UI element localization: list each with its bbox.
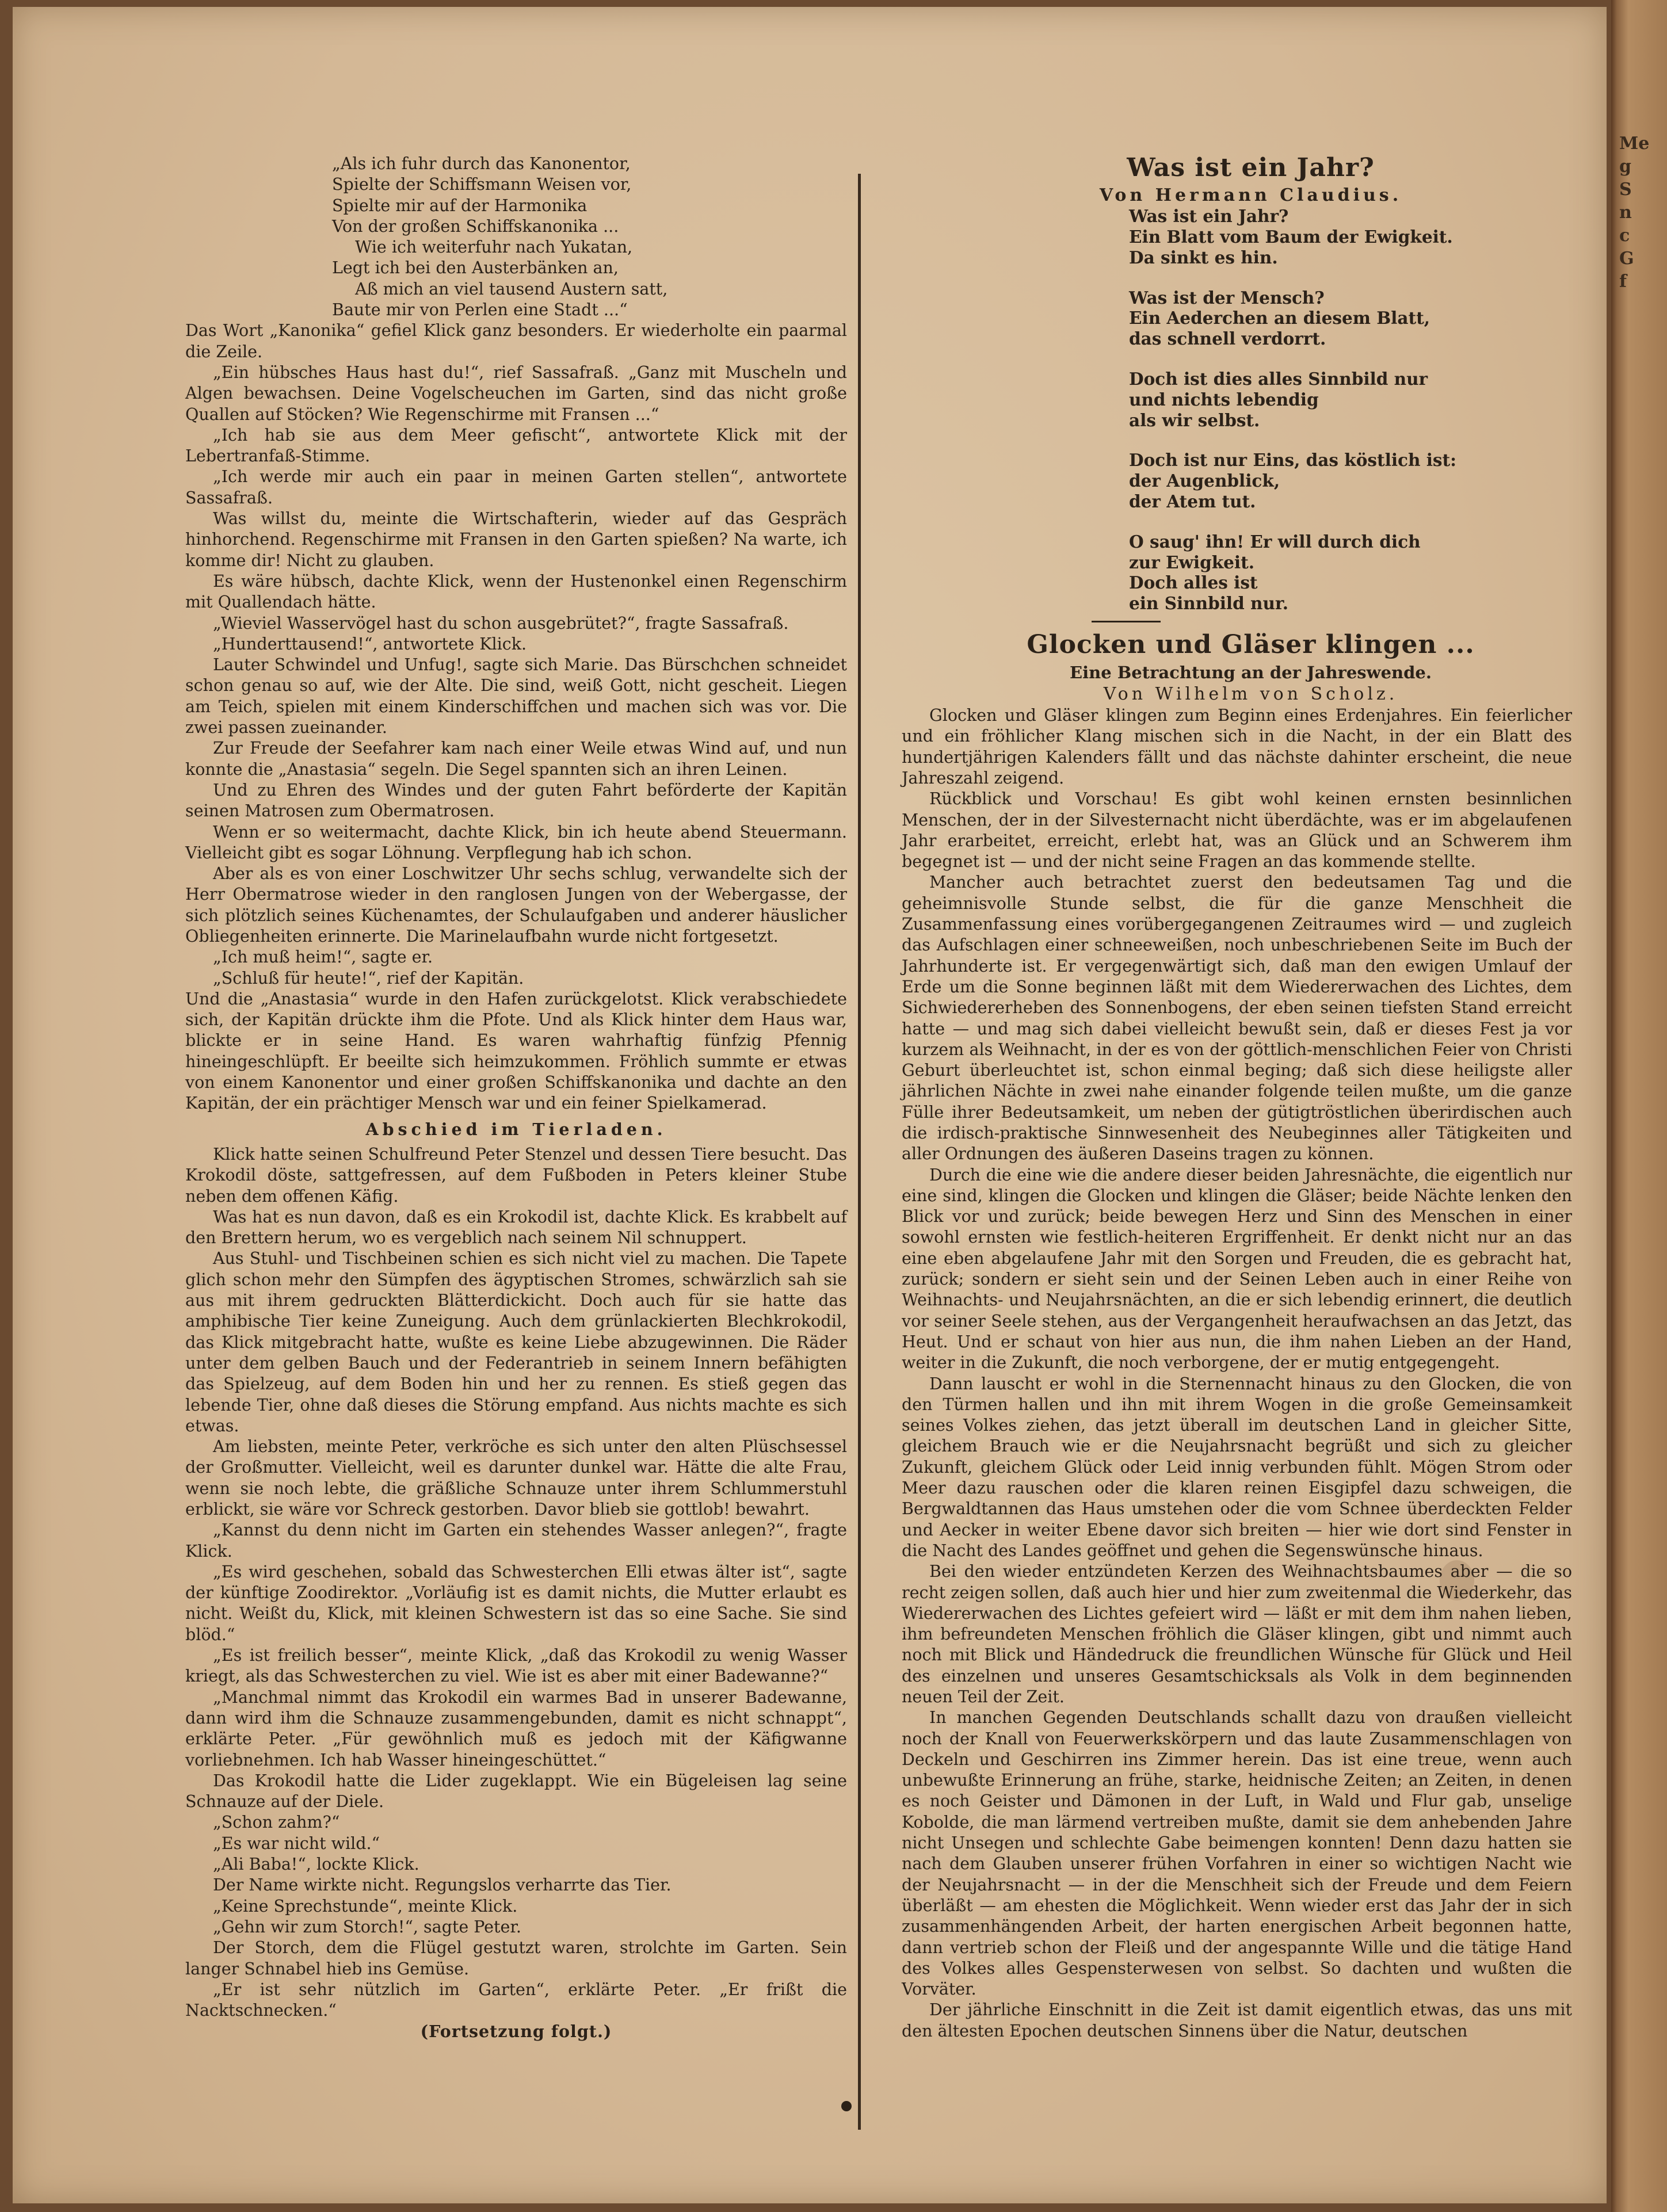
verse-line: Da sinkt es hin. (1129, 247, 1278, 268)
poem-line: „Als ich fuhr durch das Kanonentor, (332, 154, 631, 173)
verse-line: Was ist ein Jahr? (1129, 206, 1289, 227)
right-column (902, 151, 1572, 2042)
paragraph: Und die „Anastasia“ wurde in den Hafen zurückgelotst. Klick verabschiedete sich, der Kapitän drückte ihm die Pfote. Und als Klick hinter dem Haus war, blickte er in seine Hand. Es waren wahrhaftig fünfzig Pfennig hineingeschlüpft. Er beeilte sich heimzukommen. Fröhlich summte er etwas von einem Kanonentor und einer großen Schiffskanonika und dachte an den Kapitän, der ein prächtiger Mensch war und ein feiner Spielkamerad. (185, 989, 847, 1113)
paragraph: Lauter Schwindel und Unfug!, sagte sich Marie. Das Bürschchen schneidet schon genau so auf, wie der Alte. Die sind, weiß Gott, nicht gescheit. Liegen am Teich, spielen mit einem Kinderschiffchen und machen sich was vor. Die zwei passen zueinander. (185, 655, 847, 738)
edge-fragment: G (1619, 249, 1634, 269)
paragraph: Der jährliche Einschnitt in die Zeit ist damit eigentlich etwas, das uns mit den ältesten Epochen deutschen Sinnens über die Natur, deutschen (902, 2000, 1572, 2041)
newspaper-page (13, 7, 1607, 2203)
verse-line: als wir selbst. (1129, 410, 1260, 430)
verse-line: der Atem tut. (1129, 491, 1256, 512)
verse-line: Doch ist dies alles Sinnbild nur (1129, 369, 1428, 389)
paragraph: „Ein hübsches Haus hast du!“, rief Sassafraß. „Ganz mit Muscheln und Algen bewachsen. Deine Vogelscheuchen im Garten, sind das nicht große Quallen auf Stöcken? Wie Regenschirme mit Fransen ...“ (185, 362, 847, 424)
paragraph: „Gehn wir zum Storch!“, sagte Peter. (213, 1917, 521, 1936)
paragraph: Und zu Ehren des Windes und der guten Fahrt beförderte der Kapitän seinen Matrosen zum Obermatrosen. (185, 780, 847, 821)
continuation-note: (Fortsetzung folgt.) (420, 2022, 612, 2042)
paragraph: Was hat es nun davon, daß es ein Krokodil ist, dachte Klick. Es krabbelt auf den Brettern herum, wo es vergeblich nach seinem Nil schnuppert. (185, 1207, 847, 1248)
paragraph: Dann lauscht er wohl in die Sternennacht hinaus zu den Glocken, die von den Türmen hallen und ihn mit ihrem Wogen in die große Gemeinsamkeit seines Volkes ziehen, das jetzt überall im deutschen Land in gleicher Sitte, gleichem Brauch wie er die Neujahrsnacht begrüßt und sich zu gleicher Zukunft, gleichem Glück oder Leid innig verbunden fühlt. Mögen Strom oder Meer dazu rauschen oder die klaren reinen Eisgipfel dazu schweigen, die Bergwaldtannen das Haus umstehen oder die vom Schnee überdeckten Felder und Aecker in weiter Ebene davor sich breiten — hier wie dort sind Fenster in die Nacht des Landes geöffnet und gehen die Segenswünsche hinaus. (902, 1374, 1572, 1560)
edge-fragment: f (1619, 272, 1627, 292)
stanza (1129, 206, 1572, 268)
verse-line: ein Sinnbild nur. (1129, 593, 1289, 614)
year-poem (1129, 206, 1572, 614)
section-heading: Abschied im Tierladen. (365, 1119, 667, 1139)
verse-line: Was ist der Mensch? (1129, 287, 1325, 308)
paragraph: „Es war nicht wild.“ (213, 1833, 380, 1853)
edge-fragment: c (1619, 226, 1630, 246)
stanza (1129, 288, 1572, 349)
paragraph: „Kannst du denn nicht im Garten ein stehendes Wasser anlegen?“, fragte Klick. (185, 1520, 847, 1561)
paragraph: Das Wort „Kanonika“ gefiel Klick ganz besonders. Er wiederholte ein paarmal die Zeile. (185, 321, 847, 361)
verse-line: Ein Aederchen an diesem Blatt, (1129, 308, 1430, 328)
separator-rule (1092, 621, 1161, 622)
paragraph: Der Storch, dem die Flügel gestutzt waren, strolchte im Garten. Sein langer Schnabel hieb ins Gemüse. (185, 1938, 847, 1978)
poem-line: Spielte der Schiffsmann Weisen vor, (332, 175, 632, 194)
paragraph: „Wieviel Wasservögel hast du schon ausgebrütet?“, fragte Sassafraß. (213, 613, 789, 633)
paragraph: Aus Stuhl- und Tischbeinen schien es sich nicht viel zu machen. Die Tapete glich schon mehr den Sümpfen des ägyptischen Stromes, schwärzlich sah sie aus mit ihrem gedruckten Blätterdickicht. Doch auch für sie hatte das amphibische Tier keine Zuneigung. Auch dem grünlackierten Blechkrokodil, das Klick mitgebracht hatte, wußte es keine Liebe abzugewinnen. Die Räder unter dem gelben Bauch und der Federantrieb in seinem Innern befähigten das Spielzeug, auf dem Boden hin und her zu rennen. Es stieß gegen das lebende Tier, ohne daß dieses die Störung empfand. Aus nichts machte es sich etwas. (185, 1249, 847, 1435)
paragraph: Bei den wieder entzündeten Kerzen des Weihnachtsbaumes aber — die so recht zeigen sollen, daß auch hier und hier zum zweitenmal die Wiederkehr, das Wiedererwachen des Lichtes gefeiert wird — läßt er mit dem ihm nahen lieben, ihm befreundeten Menschen fröhlich die Gläser klingen, gibt und nimmt auch noch mit Blick und Händedruck die freundlichen Wünsche für Glück und Heil des einzelnen und unseres Gesamtschicksals als Volk in dem beginnenden neuen Teil der Zeit. (902, 1562, 1572, 1706)
paragraph: In manchen Gegenden Deutschlands schallt dazu von draußen vielleicht noch der Knall von Feuerwerkskörpern und das laute Zusammenschlagen von Deckeln und Geschirren ins Zimmer herein. Das ist eine treue, wenn auch unbewußte Erinnerung an frühe, starke, heidnische Zeiten; an Zeiten, in denen es noch Geister und Dämonen in der Luft, in Wald und Flur gab, unselige Kobolde, die man lärmend vertreiben mußte, damit sie dem anhebenden Jahre nicht Unsegen und schlechte Gabe beimengen konnten! Denn dazu hatten sie nach dem Glauben unserer frühen Vorfahren in einer so wichtigen Nacht wie der Neujahrsnacht — in der die Menschheit sich der Freude und dem Feiern überläßt — am ehesten die Möglichkeit. Wenn wieder erst das Jahr der in sich zusammenhängenden Arbeit, der harten energischen Arbeit begonnen hatte, dann vertrieb schon der Fleiß und der angespannte Wille und die tätige Hand des Volkes alles Gespensterwesen von selbst. So dachten und wußten die Vorväter. (902, 1708, 1572, 1999)
verse-line: Doch ist nur Eins, das köstlich ist: (1129, 450, 1457, 471)
paragraph: Das Krokodil hatte die Lider zugeklappt. Wie ein Bügeleisen lag seine Schnauze auf der Diele. (185, 1771, 847, 1812)
verse-line: das schnell verdorrt. (1129, 328, 1326, 349)
paragraph: Am liebsten, meinte Peter, verkröche es sich unter den alten Plüschsessel der Großmutter. Vielleicht, weil es darunter dunkel war. Hätte die alte Frau, wenn sie noch lebte, die gräßliche Schnauze unter ihrem Schlummerstuhl erblickt, sie wäre vor Schreck gestorben. Davor blieb sie gottlob! bewahrt. (185, 1437, 847, 1519)
paragraph: „Ali Baba!“, lockte Klick. (213, 1855, 419, 1874)
verse-line: Ein Blatt vom Baum der Ewigkeit. (1129, 227, 1453, 247)
verse-line: Doch alles ist (1129, 572, 1258, 593)
poem-line: Von der großen Schiffskanonika ... (332, 216, 619, 236)
stanza (1129, 369, 1572, 430)
paragraph: „Es ist freilich besser“, meinte Klick, „daß das Krokodil zu wenig Wasser kriegt, als das Schwesterchen zu viel. Wie ist es aber mit einer Badewanne?“ (185, 1646, 847, 1686)
adjacent-page-edge (1611, 0, 1667, 2212)
paragraph: „Schon zahm?“ (213, 1813, 340, 1832)
essay-subtitle: Eine Betrachtung an der Jahreswende. (1070, 663, 1432, 683)
column-divider (858, 174, 861, 2130)
paragraph: Was willst du, meinte die Wirtschafterin, wieder auf das Gespräch hinhorchend. Regenschirme mit Fransen in den Garten spießen? Na warte, ich komme dir! Nicht zu glauben. (185, 509, 847, 570)
paragraph: „Ich werde mir auch ein paar in meinen Garten stellen“, antwortete Sassafraß. (185, 467, 847, 507)
paragraph: „Ich hab sie aus dem Meer gefischt“, antwortete Klick mit der Lebertranfaß-Stimme. (185, 425, 847, 466)
edge-fragment: S (1619, 179, 1632, 200)
edge-fragment: Me (1619, 133, 1650, 154)
poem-line: Aß mich an viel tausend Austern satt, (355, 279, 668, 299)
paragraph: Es wäre hübsch, dachte Klick, wenn der Hustenonkel einen Regenschirm mit Quallendach hätte. (185, 571, 847, 612)
stanza (1129, 532, 1572, 614)
stanza (1129, 450, 1572, 511)
paragraph: „Er ist sehr nützlich im Garten“, erklärte Peter. „Er frißt die Nacktschnecken.“ (185, 1980, 847, 2020)
poem-line: Wie ich weiterfuhr nach Yukatan, (355, 238, 633, 257)
paragraph: Glocken und Gläser klingen zum Beginn eines Erdenjahres. Ein feierlicher und ein fröhlicher Klang mischen sich in die Nacht, in der ein Blatt des hundertjährigen Kalenders fällt und das nächste dahinter erscheint, die neue Jahreszahl zeigend. (902, 706, 1572, 788)
edge-fragment: g (1619, 156, 1631, 177)
paragraph: Zur Freude der Seefahrer kam nach einer Weile etwas Wind auf, und nun konnte die „Anastasia“ segeln. Die Segel spannten sich an ihren Leinen. (185, 739, 847, 779)
edge-fragment: n (1619, 203, 1632, 223)
essay-title: Glocken und Gläser klingen ... (1027, 630, 1475, 660)
poem-line: Legt ich bei den Austerbänken an, (332, 258, 619, 278)
verse-line: und nichts lebendig (1129, 389, 1319, 410)
paragraph: Durch die eine wie die andere dieser beiden Jahresnächte, die eigentlich nur eine sind, klingen die Glocken und klingen die Gläser; beide Nächte lenken den Blick vor und zurück; beide bewegen Herz und Sinn des Menschen in einer sowohl ernsten wie festlich-heiteren Ergriffenheit. Er denkt nicht nur an das eine eben abgelaufene Jahr mit den Sorgen und Freuden, die es gebracht hat, zurück; sondern er sieht sein und der Seinen Leben auch in einer Reihe von Weihnachts- und Neujahrsnächten, an die er sich lebendig erinnert, die deutlich vor seiner Seele stehen, aus der Vergangenheit heraufwachsen an das Jetzt, das Heut. Und er schaut von hier aus nun, die ihm nahen Lieben an der Hand, weiter in die Zukunft, die noch verborgene, der er mutig entgegengeht. (902, 1165, 1572, 1373)
ship-poem (332, 154, 847, 320)
poem-title: Was ist ein Jahr? (1127, 153, 1375, 182)
paragraph: „Hunderttausend!“, antwortete Klick. (213, 634, 527, 654)
paragraph: „Es wird geschehen, sobald das Schwesterchen Elli etwas älter ist“, sagte der künftige Zoodirektor. „Vorläufig ist es damit nichts, die Mutter erlaubt es nicht. Weißt du, Klick, mit kleinen Schwestern ist das so eine Sache. Sie sind blöd.“ (185, 1562, 847, 1644)
paragraph: „Schluß für heute!“, rief der Kapitän. (213, 968, 524, 988)
verse-line: der Augenblick, (1129, 471, 1280, 491)
paragraph: Klick hatte seinen Schulfreund Peter Stenzel und dessen Tiere besucht. Das Krokodil döste, sattgefressen, auf dem Fußboden in Peters kleiner Stube neben dem offenen Käfig. (185, 1144, 847, 1206)
paragraph: „Keine Sprechstunde“, meinte Klick. (213, 1896, 518, 1916)
poem-line: Baute mir von Perlen eine Stadt ...“ (332, 300, 628, 320)
verse-line: zur Ewigkeit. (1129, 552, 1255, 572)
left-column (185, 154, 847, 2042)
verse-line: O saug' ihn! Er will durch dich (1129, 531, 1421, 552)
paragraph: Aber als es von einer Loschwitzer Uhr sechs schlug, verwandelte sich der Herr Obermatrose wieder in den ranglosen Jungen von der Webergasse, der sich plötzlich seines Küchenamtes, der Schulaufgaben und anderer häuslicher Obliegenheiten erinnerte. Die Marinelaufbahn wurde nicht fortgesetzt. (185, 864, 847, 946)
essay-author: Von Wilhelm von Scholz. (1103, 684, 1398, 705)
paragraph: Mancher auch betrachtet zuerst den bedeutsamen Tag und die geheimnisvolle Stunde selbst, die für die ganze Menschheit die Zusammenfassung eines vorübergegangenen Zeitraumes wird — und zugleich das Aufschlagen einer schneeweißen, noch unbeschriebenen Seite im Buch der Jahrhunderte ist. Er vergegenwärtigt sich, daß man den ewigen Umlauf der Erde um die Sonne beginnen läßt mit dem Wiedererwachen des Lichtes, dem Sichwiedererheben des Sonnenbogens, der eben seinen tiefsten Stand erreicht hatte — und mag sich dabei vielleicht bewußt sein, daß er dieses Fest ja vor kurzem als Weihnacht, in der es von der göttlich-menschlichen Feier von Christi Geburt überleuchtet ist, schon einmal beging; daß sich diese heiligste aller jährlichen Nächte in zwei nahe einander folgende teilen mußte, um die ganze Fülle ihrer Bedeutsamkeit, um neben der gütigtröstlichen überirdischen auch die irdisch-praktische Sinnwesenheit des Neubeginnes aller Tätigkeiten und aller Ordnungen des äußeren Daseins tragen zu können. (902, 873, 1572, 1164)
poem-author: Von Hermann Claudius. (1099, 185, 1402, 205)
ink-dot (841, 2101, 852, 2111)
poem-line: Spielte mir auf der Harmonika (332, 196, 588, 215)
paragraph: „Manchmal nimmt das Krokodil ein warmes Bad in unserer Badewanne, dann wird ihm die Schnauze zusammengebunden, damit es nicht schnappt“, erklärte Peter. „Für gewöhnlich muß es jedoch mit der Käfigwanne vorliebnehmen. Ich hab Wasser hineingeschüttet.“ (185, 1687, 847, 1770)
paragraph: Rückblick und Vorschau! Es gibt wohl keinen ernsten besinnlichen Menschen, der in der Silvesternacht nicht überdächte, was er im abgelaufenen Jahr erarbeitet, erreicht, erlebt hat, was an Glück und an Schwerem ihm begegnet ist — und der nicht seine Fragen an das kommende stellte. (902, 789, 1572, 872)
paragraph: Der Name wirkte nicht. Regungslos verharrte das Tier. (213, 1875, 672, 1895)
paragraph: „Ich muß heim!“, sagte er. (213, 948, 433, 967)
paragraph: Wenn er so weitermacht, dachte Klick, bin ich heute abend Steuermann. Vielleicht gibt es sogar Löhnung. Verpflegung hab ich schon. (185, 822, 847, 862)
